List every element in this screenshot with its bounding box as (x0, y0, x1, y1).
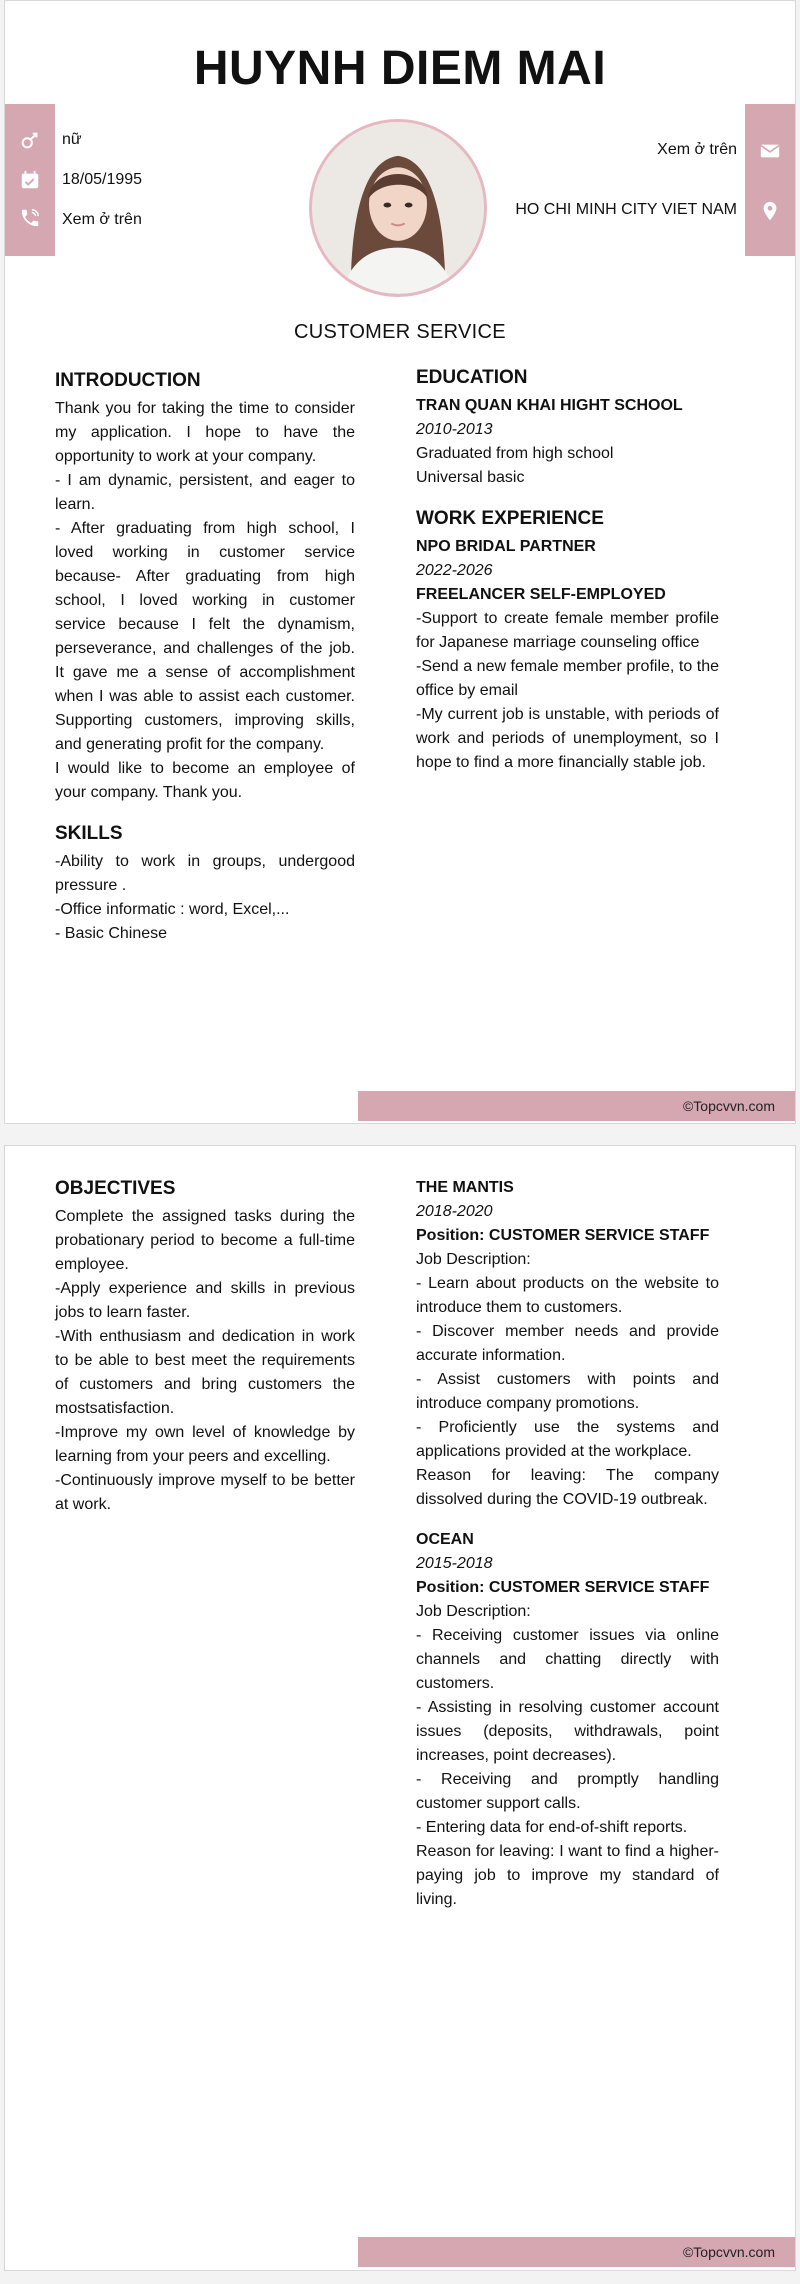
birthdate-value: 18/05/1995 (62, 171, 143, 188)
mail-icon (757, 138, 783, 164)
cv-page-1 (4, 0, 796, 1124)
cv-page-2 (4, 1145, 796, 2271)
introduction-section (55, 368, 355, 805)
section-heading: INTRODUCTION (55, 370, 201, 391)
candidate-name: HUYNH DIEM MAI (193, 42, 607, 95)
work-period: 2022-2026 (416, 562, 493, 579)
job-entry (416, 1176, 719, 1512)
gender-icon (17, 128, 43, 154)
right-contact-bar (745, 104, 795, 256)
work-role: FREELANCER SELF-EMPLOYED (416, 586, 666, 603)
education-detail: Graduated from high school (416, 445, 614, 462)
company-name: OCEAN (416, 1531, 474, 1548)
job-item: - Discover member needs and provide accurate information. (416, 1323, 719, 1364)
email-value: Xem ở trên (657, 141, 737, 158)
job-item: - Assisting in resolving customer account issues (deposits, withdrawals, point increases, point decreases). (416, 1699, 719, 1764)
job-period: 2018-2020 (416, 1203, 493, 1220)
objectives-section (55, 1176, 355, 1517)
skill-item: - Basic Chinese (55, 925, 168, 942)
job-desc-label: Job Description: (416, 1603, 531, 1620)
left-column (55, 368, 355, 962)
right-column (416, 365, 719, 791)
section-heading: EDUCATION (416, 367, 528, 388)
job-desc-label: Job Description: (416, 1251, 531, 1268)
education-period: 2010-2013 (416, 421, 493, 438)
left-contact-bar (5, 104, 55, 256)
section-heading: OBJECTIVES (55, 1178, 176, 1199)
left-column (55, 1176, 355, 1533)
education-section (416, 365, 719, 490)
location-pin-icon (757, 198, 783, 224)
job-position: Position: CUSTOMER SERVICE STAFF (416, 1579, 710, 1596)
phone-icon (17, 205, 43, 231)
work-detail: -Send a new female member profile, to the office by email (416, 658, 719, 699)
skill-item: -Ability to work in groups, undergood pressure . (55, 853, 355, 894)
education-detail: Universal basic (416, 469, 525, 486)
job-title: CUSTOMER SERVICE (294, 321, 506, 343)
job-item: - Assist customers with points and introduce company promotions. (416, 1371, 719, 1412)
objective-item: -Continuously improve myself to be better at work. (55, 1472, 355, 1513)
job-item: Reason for leaving: The company dissolved during the COVID-19 outbreak. (416, 1467, 719, 1508)
objective-item: -Apply experience and skills in previous jobs to learn faster. (55, 1280, 355, 1321)
work-detail: -My current job is unstable, with periods of work and periods of unemployment, so I hope to find a more financially stable job. (416, 706, 719, 771)
section-heading: SKILLS (55, 823, 123, 844)
job-position: Position: CUSTOMER SERVICE STAFF (416, 1227, 710, 1244)
objective-item: -Improve my own level of knowledge by learning from your peers and excelling. (55, 1424, 355, 1465)
company-name: NPO BRIDAL PARTNER (416, 538, 596, 555)
intro-paragraph: I would like to become an employee of your company. Thank you. (55, 760, 355, 801)
job-item: Reason for leaving: I want to find a higher-paying job to improve my standard of living. (416, 1843, 719, 1908)
footer-brand: ©Topcvvn.com (358, 1091, 795, 1121)
address-value: HO CHI MINH CITY VIET NAM (515, 201, 737, 218)
objective-item: -With enthusiasm and dedication in work to be able to best meet the requirements of customers and bring customers the mostsatisfaction. (55, 1328, 355, 1417)
school-name: TRAN QUAN KHAI HIGHT SCHOOL (416, 397, 683, 414)
work-detail: -Support to create female member profile for Japanese marriage counseling office (416, 610, 719, 651)
job-item: - Receiving customer issues via online channels and chatting directly with customers. (416, 1627, 719, 1692)
skills-section (55, 821, 355, 946)
right-column (416, 1176, 719, 1928)
intro-paragraph: Thank you for taking the time to consider my application. I hope to have the opportunity to work at your company. (55, 400, 355, 465)
footer-brand: ©Topcvvn.com (358, 2237, 795, 2267)
calendar-icon (17, 167, 43, 193)
skill-item: -Office informatic : word, Excel,... (55, 901, 290, 918)
company-name: THE MANTIS (416, 1179, 514, 1196)
objective-item: Complete the assigned tasks during the probationary period to become a full-time employee. (55, 1208, 355, 1273)
intro-paragraph: - I am dynamic, persistent, and eager to learn. (55, 472, 355, 513)
job-item: - Receiving and promptly handling customer support calls. (416, 1771, 719, 1812)
job-period: 2015-2018 (416, 1555, 493, 1572)
job-entry (416, 1528, 719, 1912)
job-item: - Proficiently use the systems and applications provided at the workplace. (416, 1419, 719, 1460)
work-experience-section (416, 506, 719, 775)
job-item: - Entering data for end-of-shift reports. (416, 1819, 688, 1836)
job-item: - Learn about products on the website to introduce them to customers. (416, 1275, 719, 1316)
intro-paragraph: - After graduating from high school, I loved working in customer service because- After graduating from high school, I loved working in customer service because I felt the dynamism, perseverance, and challenges of the job. It gave me a sense of accomplishment when I was able to assist each customer. Supporting customers, improving skills, and generating profit for the company. (55, 520, 355, 753)
gender-value: nữ (62, 131, 82, 148)
profile-photo (309, 119, 487, 297)
section-heading: WORK EXPERIENCE (416, 508, 604, 529)
phone-value: Xem ở trên (62, 211, 142, 228)
